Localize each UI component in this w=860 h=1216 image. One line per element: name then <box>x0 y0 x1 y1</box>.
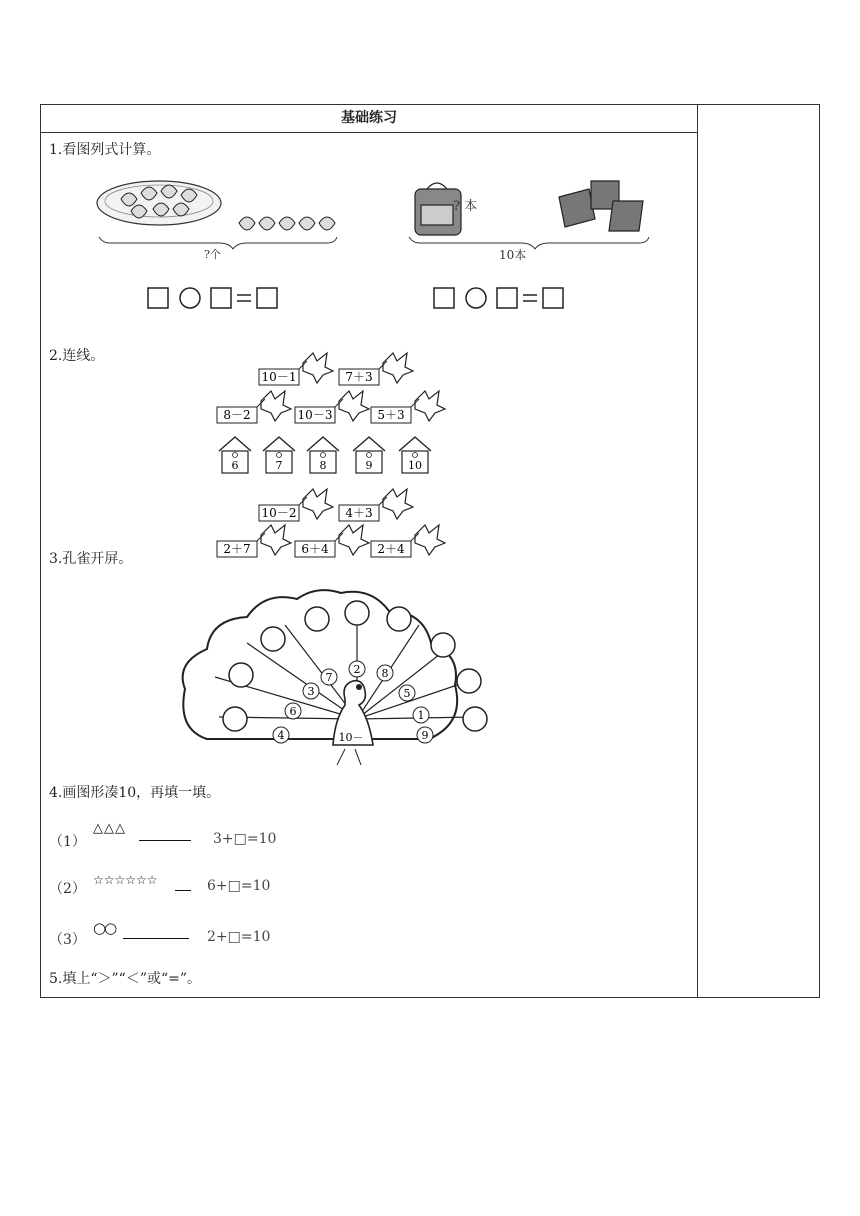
q1-right-equation <box>431 285 581 311</box>
answer-box <box>543 288 563 308</box>
svg-text:4: 4 <box>277 729 285 742</box>
svg-text:1: 1 <box>417 709 425 722</box>
svg-text:6: 6 <box>231 459 239 472</box>
q1-left-caption: ?个 <box>204 248 221 261</box>
bird-expr: 2＋7 <box>223 542 251 556</box>
house-icon <box>263 437 295 473</box>
bird-card <box>259 489 333 521</box>
bird-expr: 10－1 <box>261 370 297 384</box>
q4-blank-2[interactable] <box>175 890 191 891</box>
bird-card <box>339 489 413 521</box>
header-divider <box>41 132 698 133</box>
bird-expr: 10－2 <box>261 506 297 520</box>
q2-title: 2.连线。 <box>49 348 105 364</box>
svg-text:8: 8 <box>381 667 389 680</box>
svg-text:10: 10 <box>408 459 422 472</box>
svg-text:9: 9 <box>365 459 373 472</box>
svg-text:3: 3 <box>307 685 315 698</box>
q4-blank-3[interactable] <box>123 938 189 939</box>
bird-card <box>217 525 291 557</box>
q2-figures <box>215 349 455 561</box>
answer-box <box>434 288 454 308</box>
q1-right-caption: 10本 <box>499 248 527 262</box>
book-icon <box>559 181 643 231</box>
bird-card <box>259 353 333 385</box>
svg-text:5: 5 <box>403 687 411 700</box>
svg-text:6: 6 <box>289 705 297 718</box>
operator-circle <box>466 288 486 308</box>
svg-text:7: 7 <box>325 671 333 684</box>
svg-text:2: 2 <box>353 663 361 676</box>
star-icons: ☆☆☆☆☆☆ <box>93 873 158 887</box>
triangle-icons: △△△ <box>93 821 126 836</box>
house-icon <box>219 437 251 473</box>
bird-card <box>371 391 445 423</box>
bird-expr: 10－3 <box>297 408 333 422</box>
answer-box <box>148 288 168 308</box>
bird-expr: 5＋3 <box>377 408 405 422</box>
bird-expr: 6＋4 <box>301 542 329 556</box>
q4-title: 4.画图形凑10，再填一填。 <box>49 785 221 801</box>
q1-left-equation <box>145 285 295 311</box>
q1-right-ask: ? 本 <box>453 199 478 214</box>
house-icon <box>307 437 339 473</box>
svg-text:7: 7 <box>275 459 283 472</box>
answer-box <box>257 288 277 308</box>
q4-equation-3: 2+□=10 <box>207 929 271 945</box>
q1-title: 1.看图列式计算。 <box>49 142 161 158</box>
q4-equation-2: 6+□=10 <box>207 878 271 894</box>
operator-circle <box>180 288 200 308</box>
answer-box <box>211 288 231 308</box>
bird-card <box>217 391 291 423</box>
svg-text:9: 9 <box>421 729 429 742</box>
column-divider <box>697 105 698 997</box>
worksheet-table <box>40 104 820 998</box>
q3-title: 3.孔雀开屏。 <box>49 551 133 567</box>
q4-item-1-label: （1） <box>49 834 86 850</box>
q5-title: 5.填上“＞”“＜”或“=”。 <box>49 971 202 987</box>
peacock-figure <box>177 589 497 769</box>
house-icon <box>399 437 431 473</box>
circle-icons: ○○ <box>93 919 116 937</box>
peacock-body-label: 10－ <box>338 731 364 744</box>
bird-expr: 8－2 <box>223 408 251 422</box>
bird-card <box>339 353 413 385</box>
svg-text:8: 8 <box>319 459 327 472</box>
bird-expr: 2＋4 <box>377 542 405 556</box>
q4-blank-1[interactable] <box>139 840 191 841</box>
bird-card <box>371 525 445 557</box>
bird-expr: 4＋3 <box>345 506 373 520</box>
answer-box <box>497 288 517 308</box>
house-icon <box>353 437 385 473</box>
q1-figures <box>91 169 651 269</box>
bird-expr: 7＋3 <box>345 370 373 384</box>
q4-item-2-label: （2） <box>49 881 86 897</box>
bird-card <box>295 525 369 557</box>
right-brace <box>409 237 649 249</box>
table-header: 基础练习 <box>341 110 397 126</box>
q4-equation-1: 3+□=10 <box>213 831 277 847</box>
bird-card <box>295 391 369 423</box>
q4-item-3-label: （3） <box>49 932 86 948</box>
